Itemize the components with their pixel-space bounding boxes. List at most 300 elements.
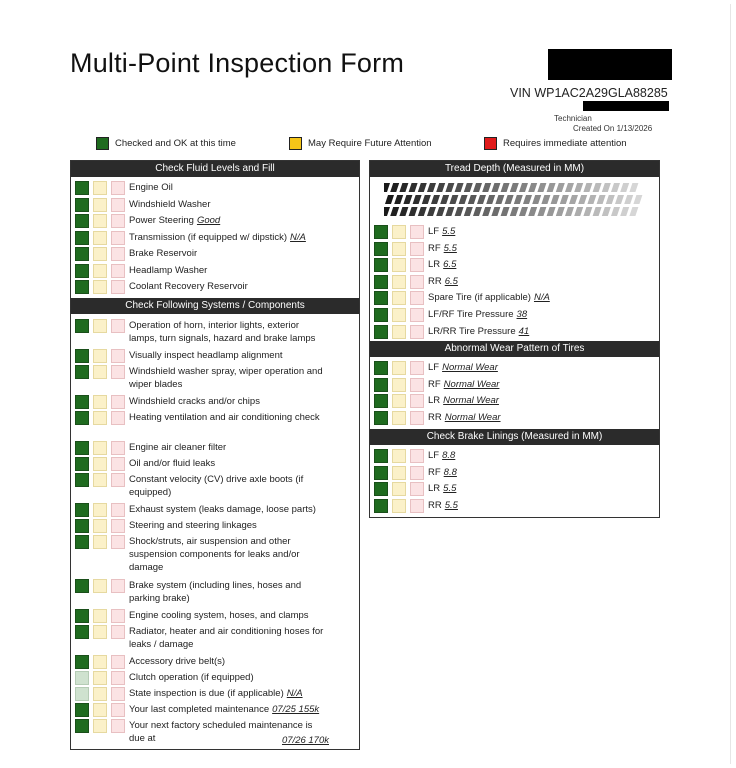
- status-ok-box[interactable]: [75, 411, 89, 425]
- tread-block: [556, 207, 565, 216]
- status-ok-box[interactable]: [75, 535, 89, 549]
- wear-header: Abnormal Wear Pattern of Tires: [370, 341, 659, 357]
- tread-block: [427, 207, 436, 216]
- page-title: Multi-Point Inspection Form: [70, 48, 405, 78]
- row-label: RF 5.5: [428, 242, 457, 254]
- status-future-box[interactable]: [93, 280, 107, 294]
- legend-ok: Checked and OK at this time: [96, 137, 236, 150]
- status-future-box[interactable]: [392, 275, 406, 289]
- row-label: Engine cooling system, hoses, and clamps: [129, 610, 309, 621]
- checklist-row: [71, 607, 359, 624]
- status-ok-box[interactable]: [75, 280, 89, 294]
- checklist-row: [370, 409, 659, 425]
- tread-block: [583, 183, 592, 192]
- row-value: 07/26 170k: [281, 735, 329, 746]
- tread-block: [519, 183, 528, 192]
- status-ok-box[interactable]: [75, 349, 89, 363]
- status-future-box[interactable]: [93, 395, 107, 409]
- checklist-row: [71, 245, 359, 261]
- status-future-box[interactable]: [93, 519, 107, 533]
- row-value: N/A: [286, 688, 303, 699]
- status-ok-box[interactable]: [75, 579, 89, 593]
- checklist-row: [71, 517, 359, 534]
- checklist-row: [71, 623, 359, 653]
- checklist-row: [71, 317, 359, 347]
- tread-block: [528, 207, 537, 216]
- tread-block: [455, 207, 464, 216]
- tread-header: Tread Depth (Measured in MM): [370, 161, 659, 177]
- row-label: Clutch operation (if equipped): [129, 672, 254, 683]
- vin-value: WP1AC2A29GLA88285: [534, 86, 668, 100]
- status-future-box[interactable]: [93, 719, 107, 733]
- right-panel: [369, 160, 660, 518]
- status-immediate-box[interactable]: [111, 247, 125, 261]
- status-immediate-box[interactable]: [111, 703, 125, 717]
- row-label: Brake Reservoir: [129, 248, 198, 259]
- tread-block: [514, 195, 523, 204]
- status-ok-box[interactable]: [374, 378, 388, 392]
- status-future-box[interactable]: [392, 449, 406, 463]
- status-immediate-box[interactable]: [111, 214, 125, 228]
- status-ok-box[interactable]: [75, 671, 89, 685]
- tread-block: [574, 183, 583, 192]
- status-future-box[interactable]: [93, 473, 107, 487]
- status-immediate-box[interactable]: [111, 625, 125, 639]
- status-immediate-box[interactable]: [410, 361, 424, 375]
- tread-block: [427, 183, 436, 192]
- tread-block: [532, 195, 541, 204]
- status-immediate-box[interactable]: [111, 535, 125, 549]
- tread-block: [501, 207, 510, 216]
- tread-block: [413, 195, 422, 204]
- row-value: 41: [518, 325, 530, 337]
- row-label: Your next factory scheduled maintenance is due at: [129, 720, 313, 744]
- status-ok-box[interactable]: [75, 214, 89, 228]
- status-future-box[interactable]: [392, 258, 406, 272]
- checklist-row: [370, 447, 659, 463]
- status-immediate-box[interactable]: [111, 473, 125, 487]
- status-future-box[interactable]: [392, 291, 406, 305]
- checklist-row: [71, 262, 359, 278]
- row-value: 5.5: [444, 499, 458, 511]
- status-ok-box[interactable]: [374, 242, 388, 256]
- checklist-row: [71, 653, 359, 670]
- tread-block: [565, 207, 574, 216]
- tread-block: [491, 183, 500, 192]
- status-ok-box[interactable]: [75, 609, 89, 623]
- status-future-box[interactable]: [93, 703, 107, 717]
- status-future-box[interactable]: [93, 625, 107, 639]
- checklist-row: [71, 717, 359, 747]
- status-immediate-box[interactable]: [111, 519, 125, 533]
- checklist-row: [71, 701, 359, 718]
- technician-label: Technician: [554, 114, 592, 123]
- status-ok-box[interactable]: [374, 482, 388, 496]
- checklist-row: [370, 306, 659, 322]
- status-immediate-box[interactable]: [111, 687, 125, 701]
- tread-block: [547, 207, 556, 216]
- tread-block: [409, 183, 418, 192]
- tread-block: [390, 207, 399, 216]
- status-immediate-box[interactable]: [111, 719, 125, 733]
- status-immediate-box[interactable]: [111, 671, 125, 685]
- status-ok-box[interactable]: [374, 411, 388, 425]
- status-immediate-box[interactable]: [410, 291, 424, 305]
- checklist-row: [71, 179, 359, 195]
- tread-block: [482, 207, 491, 216]
- tread-block: [510, 207, 519, 216]
- status-immediate-box[interactable]: [111, 609, 125, 623]
- checklist-row: [71, 685, 359, 702]
- row-label: Steering and steering linkages: [129, 520, 257, 531]
- tread-block: [394, 195, 403, 204]
- status-immediate-box[interactable]: [410, 466, 424, 480]
- tread-block: [528, 183, 537, 192]
- tread-block: [473, 183, 482, 192]
- row-label: RR 5.5: [428, 499, 458, 511]
- checklist-row: [71, 278, 359, 294]
- status-ok-box[interactable]: [75, 655, 89, 669]
- tread-block: [615, 195, 624, 204]
- status-immediate-box[interactable]: [111, 395, 125, 409]
- status-immediate-box[interactable]: [111, 349, 125, 363]
- tread-block: [597, 195, 606, 204]
- tread-block: [440, 195, 449, 204]
- tread-block: [560, 195, 569, 204]
- tread-block: [418, 207, 427, 216]
- tread-block: [403, 195, 412, 204]
- row-value: 38: [516, 309, 528, 320]
- tread-block: [629, 183, 638, 192]
- status-immediate-box[interactable]: [410, 499, 424, 513]
- tread-block: [620, 183, 629, 192]
- vin-label: VIN: [510, 86, 531, 100]
- status-immediate-box[interactable]: [111, 655, 125, 669]
- status-ok-box[interactable]: [75, 247, 89, 261]
- status-future-box[interactable]: [392, 499, 406, 513]
- status-immediate-box[interactable]: [111, 319, 125, 333]
- row-label: Coolant Recovery Reservoir: [129, 281, 248, 292]
- systems-header: Check Following Systems / Components: [71, 298, 359, 314]
- row-value: Normal Wear: [442, 362, 498, 373]
- row-label: RF 8.8: [428, 466, 457, 478]
- status-ok-box[interactable]: [374, 499, 388, 513]
- status-ok-box[interactable]: [75, 231, 89, 245]
- row-label: Radiator, heater and air conditioning hoses for leaks / damage: [129, 626, 324, 650]
- tread-block: [501, 183, 510, 192]
- tread-block: [583, 207, 592, 216]
- legend-future: May Require Future Attention: [289, 137, 432, 150]
- checklist-row: [370, 497, 659, 513]
- row-label: Visually inspect headlamp alignment: [129, 350, 283, 361]
- tread-block: [505, 195, 514, 204]
- tread-block: [602, 183, 611, 192]
- status-immediate-box[interactable]: [410, 378, 424, 392]
- status-immediate-box[interactable]: [111, 579, 125, 593]
- tread-block: [418, 183, 427, 192]
- checklist-row: [370, 289, 659, 305]
- tread-block: [495, 195, 504, 204]
- checklist-row: [71, 347, 359, 364]
- redaction-bar: [583, 101, 669, 111]
- row-value: 5.5: [443, 483, 457, 495]
- status-ok-box[interactable]: [75, 703, 89, 717]
- status-future-box[interactable]: [392, 466, 406, 480]
- row-label: LR 5.5: [428, 483, 457, 495]
- fluids-header: Check Fluid Levels and Fill: [71, 161, 359, 177]
- left-panel: [70, 160, 360, 750]
- status-future-box[interactable]: [93, 457, 107, 471]
- row-label: Engine Oil: [129, 182, 173, 193]
- status-immediate-box[interactable]: [410, 308, 424, 322]
- row-label: LF 5.5: [428, 226, 456, 237]
- checklist-row: [71, 393, 359, 410]
- status-future-box[interactable]: [93, 503, 107, 517]
- status-future-box[interactable]: [392, 361, 406, 375]
- status-immediate-box[interactable]: [111, 365, 125, 379]
- row-value: Normal Wear: [444, 411, 501, 423]
- row-label: RR Normal Wear: [428, 411, 501, 423]
- tread-block: [422, 195, 431, 204]
- redaction-bar: [548, 49, 672, 80]
- row-value: 5.5: [443, 242, 457, 254]
- status-immediate-box[interactable]: [111, 503, 125, 517]
- status-ok-box[interactable]: [75, 319, 89, 333]
- row-value: 8.8: [442, 450, 456, 461]
- status-future-box[interactable]: [93, 365, 107, 379]
- row-value: Good: [196, 215, 221, 226]
- checklist-row: [370, 464, 659, 480]
- row-label: Spare Tire (if applicable) N/A: [428, 292, 550, 304]
- checklist-row: [71, 196, 359, 212]
- status-future-box[interactable]: [93, 579, 107, 593]
- row-label: Heating ventilation and air conditioning check: [129, 412, 320, 423]
- status-ok-box[interactable]: [374, 308, 388, 322]
- status-ok-box[interactable]: [75, 198, 89, 212]
- tread-block: [602, 207, 611, 216]
- tread-block: [436, 207, 445, 216]
- row-label: Transmission (if equipped w/ dipstick) N/A: [129, 231, 306, 243]
- status-ok-box[interactable]: [75, 719, 89, 733]
- row-label: Your last completed maintenance 07/25 155k: [129, 704, 320, 715]
- row-label: RR 6.5: [428, 275, 458, 287]
- status-future-box[interactable]: [93, 319, 107, 333]
- status-ok-box[interactable]: [374, 258, 388, 272]
- checklist-row: [71, 501, 359, 518]
- tread-block: [409, 207, 418, 216]
- status-immediate-box[interactable]: [111, 198, 125, 212]
- status-ok-box[interactable]: [75, 457, 89, 471]
- row-label: Oil and/or fluid leaks: [129, 458, 216, 469]
- status-ok-box[interactable]: [75, 365, 89, 379]
- checklist-row: [71, 455, 359, 472]
- tread-block: [537, 183, 546, 192]
- tread-block: [569, 195, 578, 204]
- status-ok-box[interactable]: [374, 394, 388, 408]
- status-future-box[interactable]: [93, 411, 107, 425]
- tread-block: [445, 183, 454, 192]
- status-immediate-box[interactable]: [111, 231, 125, 245]
- status-ok-box[interactable]: [374, 291, 388, 305]
- status-future-box[interactable]: [93, 264, 107, 278]
- row-label: Windshield washer spray, wiper operation and wiper blades: [129, 366, 323, 390]
- row-value: 8.8: [443, 466, 457, 478]
- checklist-row: [370, 359, 659, 375]
- status-future-box[interactable]: [93, 181, 107, 195]
- checklist-row: [71, 363, 359, 393]
- status-future-box[interactable]: [93, 441, 107, 455]
- tread-block: [431, 195, 440, 204]
- status-immediate-box[interactable]: [410, 449, 424, 463]
- row-label: LF 8.8: [428, 450, 456, 461]
- row-label: RF Normal Wear: [428, 378, 500, 390]
- status-ok-box[interactable]: [374, 275, 388, 289]
- row-label: Constant velocity (CV) drive axle boots (if equipped): [129, 474, 304, 498]
- status-ok-box[interactable]: [75, 441, 89, 455]
- tread-block: [455, 183, 464, 192]
- tread-block: [547, 183, 556, 192]
- row-value: 5.5: [442, 226, 456, 237]
- row-label: Windshield cracks and/or chips: [129, 396, 260, 407]
- tread-block: [445, 207, 454, 216]
- status-ok-box[interactable]: [75, 503, 89, 517]
- status-immediate-box[interactable]: [410, 225, 424, 239]
- status-immediate-box[interactable]: [111, 411, 125, 425]
- status-ok-box[interactable]: [374, 225, 388, 239]
- status-ok-box[interactable]: [75, 473, 89, 487]
- row-value: 6.5: [443, 259, 457, 271]
- status-future-box[interactable]: [93, 247, 107, 261]
- checklist-row: [71, 533, 359, 576]
- green-swatch-icon: [96, 137, 109, 150]
- tread-block: [611, 207, 620, 216]
- status-future-box[interactable]: [93, 687, 107, 701]
- status-immediate-box[interactable]: [111, 280, 125, 294]
- status-immediate-box[interactable]: [410, 325, 424, 339]
- tread-block: [464, 207, 473, 216]
- status-ok-box[interactable]: [374, 466, 388, 480]
- status-future-box[interactable]: [93, 198, 107, 212]
- row-label: State inspection is due (if applicable) N/A: [129, 688, 303, 699]
- tread-block: [464, 183, 473, 192]
- row-value: 07/25 155k: [272, 704, 320, 715]
- status-future-box[interactable]: [392, 308, 406, 322]
- tread-block: [468, 195, 477, 204]
- tread-block: [523, 195, 532, 204]
- status-ok-box[interactable]: [374, 325, 388, 339]
- status-future-box[interactable]: [93, 231, 107, 245]
- tread-block: [565, 183, 574, 192]
- checklist-row: [370, 392, 659, 408]
- tread-block: [390, 183, 399, 192]
- row-value: N/A: [290, 231, 306, 243]
- created-date: Created On 1/13/2026: [573, 124, 653, 133]
- status-future-box[interactable]: [392, 325, 406, 339]
- status-ok-box[interactable]: [75, 519, 89, 533]
- status-immediate-box[interactable]: [111, 264, 125, 278]
- checklist-row: [370, 223, 659, 239]
- status-immediate-box[interactable]: [111, 181, 125, 195]
- row-label: Engine air cleaner filter: [129, 442, 227, 453]
- tread-block: [537, 207, 546, 216]
- tread-block: [486, 195, 495, 204]
- row-label: LR/RR Tire Pressure 41: [428, 325, 530, 337]
- status-ok-box[interactable]: [75, 395, 89, 409]
- status-future-box[interactable]: [93, 349, 107, 363]
- row-label: LR Normal Wear: [428, 395, 499, 407]
- status-future-box[interactable]: [93, 655, 107, 669]
- status-future-box[interactable]: [93, 535, 107, 549]
- checklist-row: [71, 577, 359, 607]
- status-immediate-box[interactable]: [410, 242, 424, 256]
- row-value: Normal Wear: [443, 395, 499, 407]
- row-value: N/A: [533, 292, 550, 304]
- tread-block: [629, 207, 638, 216]
- tread-block: [574, 207, 583, 216]
- status-ok-box[interactable]: [75, 687, 89, 701]
- checklist-row: [71, 471, 359, 501]
- row-label: Windshield Washer: [129, 198, 211, 210]
- status-future-box[interactable]: [93, 214, 107, 228]
- status-future-box[interactable]: [392, 378, 406, 392]
- tread-block: [385, 195, 394, 204]
- status-immediate-box[interactable]: [410, 275, 424, 289]
- tread-block: [436, 183, 445, 192]
- checklist-row: [71, 669, 359, 686]
- status-ok-box[interactable]: [374, 449, 388, 463]
- tread-block: [399, 207, 408, 216]
- status-future-box[interactable]: [392, 394, 406, 408]
- tread-block: [551, 195, 560, 204]
- checklist-row: [71, 212, 359, 228]
- status-ok-box[interactable]: [75, 181, 89, 195]
- status-ok-box[interactable]: [75, 264, 89, 278]
- status-immediate-box[interactable]: [410, 482, 424, 496]
- tread-block: [620, 207, 629, 216]
- checklist-row: [71, 229, 359, 245]
- row-label: LF/RF Tire Pressure 38: [428, 309, 528, 320]
- status-ok-box[interactable]: [374, 361, 388, 375]
- tread-block: [587, 195, 596, 204]
- row-value: 6.5: [444, 275, 458, 287]
- checklist-row: [370, 256, 659, 272]
- tread-block: [384, 207, 390, 216]
- status-immediate-box[interactable]: [111, 441, 125, 455]
- legend-immediate: Requires immediate attention: [484, 137, 627, 150]
- status-immediate-box[interactable]: [410, 394, 424, 408]
- status-future-box[interactable]: [93, 609, 107, 623]
- status-ok-box[interactable]: [75, 625, 89, 639]
- checklist-row: [370, 480, 659, 496]
- row-value: Normal Wear: [443, 378, 500, 390]
- tread-block: [633, 195, 642, 204]
- status-future-box[interactable]: [392, 411, 406, 425]
- status-immediate-box[interactable]: [410, 258, 424, 272]
- tread-block: [477, 195, 486, 204]
- status-future-box[interactable]: [392, 242, 406, 256]
- checklist-row: [71, 439, 359, 456]
- tread-block: [541, 195, 550, 204]
- vin: [510, 86, 668, 100]
- status-future-box[interactable]: [392, 482, 406, 496]
- status-immediate-box[interactable]: [111, 457, 125, 471]
- brakes-header: Check Brake Linings (Measured in MM): [370, 429, 659, 445]
- tread-block: [624, 195, 633, 204]
- row-label: Power Steering Good: [129, 215, 221, 226]
- status-future-box[interactable]: [392, 225, 406, 239]
- status-future-box[interactable]: [93, 671, 107, 685]
- status-immediate-box[interactable]: [410, 411, 424, 425]
